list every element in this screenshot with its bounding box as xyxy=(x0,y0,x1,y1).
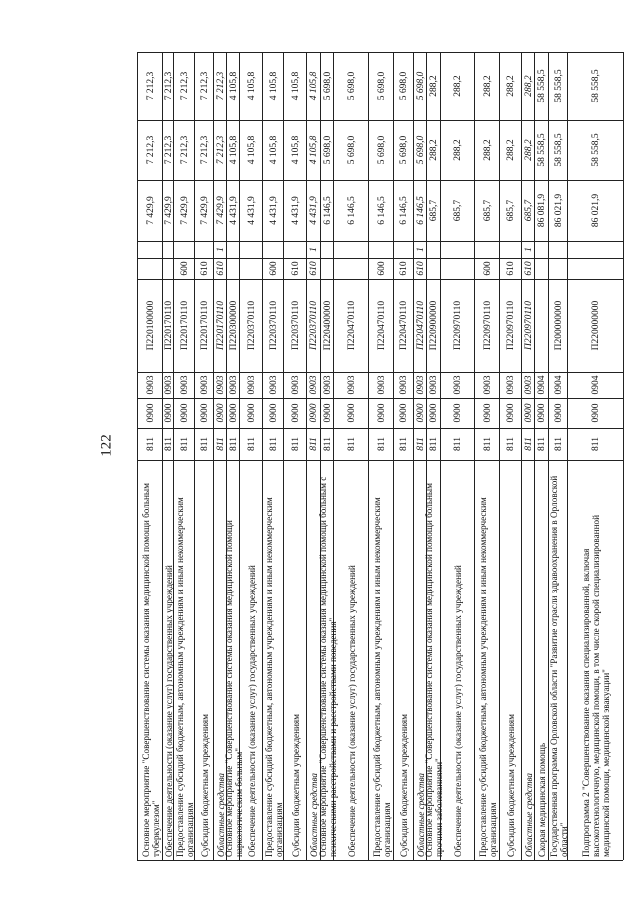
cell-pr: 0903 xyxy=(145,375,156,395)
cell-v1: 7 429,9 xyxy=(199,196,210,225)
cell-pr: 0904 xyxy=(537,375,547,395)
cell-csr xyxy=(536,282,548,369)
cell-pr: 0903 xyxy=(429,375,439,395)
cell-mark xyxy=(442,244,474,255)
cell-mark xyxy=(196,244,213,255)
cell-v2: 288,2 xyxy=(482,139,493,161)
cell-vr xyxy=(569,261,623,276)
cell-grbs: 811 xyxy=(376,437,387,451)
cell-mark: 1 xyxy=(215,247,226,252)
cell-csr: П220970110 xyxy=(506,300,516,351)
cell-v1: 6 146,5 xyxy=(346,196,357,225)
cell-vr: 610 xyxy=(415,261,426,276)
cell-vr xyxy=(536,261,548,276)
cell-csr: П220970110 xyxy=(453,300,463,351)
cell-vr: 610 xyxy=(199,261,210,276)
cell-desc: Субсидии бюджетным учреждениям xyxy=(399,714,409,857)
cell-grbs: 811 xyxy=(145,437,156,451)
column-separator xyxy=(137,258,623,259)
cell-v1: 4 431,9 xyxy=(228,196,239,225)
cell-v1: 6 146,5 xyxy=(415,196,426,225)
cell-rz: 0900 xyxy=(179,403,190,423)
cell-mark xyxy=(285,244,306,255)
cell-desc: Обеспечение деятельности (оказание услуг) государственных учреждений xyxy=(163,565,174,857)
cell-v2: 288,2 xyxy=(429,139,439,161)
cell-pr: 0903 xyxy=(163,375,174,395)
cell-v3: 7 212,3 xyxy=(163,71,174,101)
row-separator xyxy=(213,52,214,860)
cell-grbs: 811 xyxy=(268,437,279,451)
row-separator xyxy=(499,52,500,860)
row-separator xyxy=(534,52,535,860)
cell-v3: 288,2 xyxy=(453,75,463,97)
cell-rz: 0900 xyxy=(506,403,516,423)
cell-grbs: 811 xyxy=(309,437,319,451)
cell-v1: 4 431,9 xyxy=(309,196,319,225)
cell-v3: 4 105,8 xyxy=(290,71,301,101)
cell-grbs: 811 xyxy=(179,437,190,451)
cell-pr: 0903 xyxy=(215,375,226,395)
cell-v1: 4 431,9 xyxy=(290,196,301,225)
cell-csr: П220170110 xyxy=(179,300,190,351)
column-separator xyxy=(137,279,623,280)
cell-mark: 1 xyxy=(415,247,426,252)
cell-rz: 0900 xyxy=(290,403,301,423)
cell-desc: Основное мероприятие "Совершенствование системы оказания медицинской помощи больным с психическими расстройствами и расстройствами поведения" xyxy=(317,476,338,857)
cell-vr: 610 xyxy=(399,261,409,276)
cell-v2: 7 212,3 xyxy=(199,135,210,165)
cell-desc: Государственная программа Орловской области "Развитие отрасли здравоохранения в Орловской области" xyxy=(548,475,569,857)
cell-csr: П220370110 xyxy=(246,300,257,351)
cell-csr: П220370110 xyxy=(268,300,279,351)
cell-vr xyxy=(164,261,173,276)
cell-rz: 0900 xyxy=(246,403,257,423)
cell-csr: П220970110 xyxy=(482,300,493,351)
cell-desc: Основное мероприятие "Совершенствование системы оказания медицинской помощи больным туберкулезом" xyxy=(140,483,161,857)
cell-v3: 5 698,0 xyxy=(399,71,409,101)
cell-v2: 4 105,8 xyxy=(268,135,279,165)
cell-desc: Обеспечение деятельности (оказание услуг) государственных учреждений xyxy=(453,565,463,857)
cell-v3: 4 105,8 xyxy=(228,71,239,101)
cell-mark xyxy=(428,244,440,255)
cell-rz: 0900 xyxy=(145,403,156,423)
cell-mark xyxy=(370,244,393,255)
cell-v3: 7 212,3 xyxy=(179,71,190,101)
cell-v1: 685,7 xyxy=(429,199,439,222)
column-separator xyxy=(137,460,623,461)
cell-mark xyxy=(550,244,567,255)
column-separator xyxy=(137,372,623,373)
cell-rz: 0900 xyxy=(553,403,564,423)
cell-v3: 58 558,5 xyxy=(537,69,547,103)
cell-mark xyxy=(395,244,413,255)
cell-grbs: 811 xyxy=(163,437,174,451)
row-separator xyxy=(306,52,307,860)
cell-desc: Подпрограмма 2 "Совершенствование оказания специализированной, включая высокотехнологичную, медицинской помощи, в том числе скорой специализированной медицинской помощи, медицинской эвакуации" xyxy=(581,514,611,857)
cell-v1: 7 429,9 xyxy=(179,196,190,225)
cell-vr: 600 xyxy=(268,261,279,276)
cell-rz: 0900 xyxy=(215,403,226,423)
cell-vr: 600 xyxy=(482,261,493,276)
cell-pr: 0903 xyxy=(179,375,190,395)
cell-csr: П220470110 xyxy=(415,301,426,350)
cell-csr: П220470110 xyxy=(346,300,357,351)
cell-v3: 5 698,0 xyxy=(415,71,426,101)
cell-grbs: 811 xyxy=(322,437,333,451)
cell-v3: 5 698,0 xyxy=(322,71,333,101)
cell-mark: 1 xyxy=(523,247,534,252)
cell-rz: 0900 xyxy=(228,403,239,423)
cell-rz: 0900 xyxy=(523,403,534,423)
cell-mark xyxy=(228,244,239,255)
cell-rz: 0900 xyxy=(591,403,601,423)
cell-csr: П220100000 xyxy=(145,300,156,351)
cell-csr: П220970110 xyxy=(523,301,534,350)
cell-grbs: 811 xyxy=(228,437,239,451)
cell-v1: 86 021,9 xyxy=(591,193,601,228)
cell-v3: 288,2 xyxy=(429,75,439,97)
cell-rz: 0900 xyxy=(346,403,357,423)
cell-vr: 610 xyxy=(215,261,226,276)
cell-mark: 1 xyxy=(309,247,319,252)
cell-desc: Основное мероприятие "Совершенствование системы оказания медицинской помощи наркологическим больным" xyxy=(223,520,244,857)
cell-v2: 58 558,5 xyxy=(537,133,547,167)
cell-rz: 0900 xyxy=(309,403,319,423)
cell-csr: П220170110 xyxy=(199,300,210,351)
cell-vr xyxy=(322,261,333,276)
cell-v3: 5 698,0 xyxy=(376,71,387,101)
cell-v2: 5 698,0 xyxy=(346,135,357,165)
column-separator xyxy=(137,428,623,429)
row-separator xyxy=(521,52,522,860)
cell-csr: П200000000 xyxy=(553,300,564,351)
column-separator xyxy=(137,52,623,53)
cell-v2: 7 212,3 xyxy=(163,135,174,165)
cell-v1: 7 429,9 xyxy=(145,196,156,225)
cell-rz: 0900 xyxy=(376,403,387,423)
cell-v1: 7 429,9 xyxy=(163,196,174,225)
row-separator xyxy=(137,52,138,860)
cell-vr xyxy=(139,261,162,276)
cell-csr: П220000000 xyxy=(591,300,601,351)
cell-desc: Субсидии бюджетным учреждениям xyxy=(199,714,210,857)
cell-pr: 0903 xyxy=(482,375,493,395)
cell-pr: 0903 xyxy=(399,375,409,395)
cell-mark xyxy=(501,244,521,255)
cell-v1: 86 021,9 xyxy=(553,193,564,228)
cell-v3: 288,2 xyxy=(482,75,493,97)
cell-v2: 7 212,3 xyxy=(215,135,226,165)
cell-rz: 0900 xyxy=(322,403,333,423)
cell-pr: 0903 xyxy=(290,375,301,395)
cell-csr: П220170110 xyxy=(215,301,226,350)
cell-grbs: 811 xyxy=(591,437,601,451)
cell-desc: Предоставление субсидий бюджетным, автономным учреждениям и иным некоммерческим организациям xyxy=(174,497,195,857)
cell-desc: Основное мероприятие "Совершенствование системы оказания медицинской помощи больным прочими заболеваниями" xyxy=(424,483,444,857)
cell-rz: 0900 xyxy=(482,403,493,423)
cell-v2: 5 698,0 xyxy=(399,135,409,165)
cell-v1: 7 429,9 xyxy=(215,196,226,225)
cell-v2: 5 698,0 xyxy=(415,135,426,165)
cell-vr: 610 xyxy=(523,261,534,276)
cell-v1: 4 431,9 xyxy=(246,196,257,225)
column-separator xyxy=(137,120,623,121)
row-separator xyxy=(623,52,624,860)
cell-vr xyxy=(442,261,474,276)
cell-pr: 0903 xyxy=(246,375,257,395)
cell-desc: Областные средства xyxy=(215,772,226,857)
cell-mark xyxy=(335,244,368,255)
cell-v2: 5 698,0 xyxy=(322,135,333,165)
cell-csr: П220170110 xyxy=(163,300,174,351)
cell-v1: 6 146,5 xyxy=(399,196,409,225)
cell-desc: Обеспечение деятельности (оказание услуг) государственных учреждений xyxy=(246,565,257,857)
column-separator xyxy=(137,180,623,181)
cell-pr: 0903 xyxy=(309,375,319,395)
cell-mark xyxy=(241,244,262,255)
cell-v2: 4 105,8 xyxy=(309,135,319,165)
cell-desc: Субсидии бюджетным учреждениям xyxy=(506,714,516,857)
cell-grbs: 811 xyxy=(246,437,257,451)
cell-grbs: 811 xyxy=(415,437,426,451)
cell-mark xyxy=(264,244,283,255)
cell-v2: 4 105,8 xyxy=(228,135,239,165)
cell-desc: Субсидии бюджетным учреждениям xyxy=(290,714,301,857)
cell-mark xyxy=(569,244,623,255)
cell-pr: 0903 xyxy=(376,375,387,395)
cell-v2: 4 105,8 xyxy=(290,135,301,165)
cell-vr: 610 xyxy=(290,261,301,276)
cell-csr: П220470110 xyxy=(399,300,409,351)
cell-grbs: 811 xyxy=(523,437,534,451)
cell-pr: 0903 xyxy=(523,375,534,395)
cell-vr xyxy=(241,261,262,276)
cell-mark xyxy=(164,244,173,255)
cell-v1: 685,7 xyxy=(482,199,493,222)
cell-grbs: 811 xyxy=(453,437,463,451)
cell-v3: 58 558,5 xyxy=(591,69,601,103)
cell-rz: 0900 xyxy=(199,403,210,423)
cell-pr: 0903 xyxy=(228,375,239,395)
cell-rz: 0900 xyxy=(415,403,426,423)
cell-vr xyxy=(428,261,440,276)
cell-pr: 0903 xyxy=(268,375,279,395)
cell-desc: Скорая медицинская помощь xyxy=(537,742,547,857)
cell-csr: П220370110 xyxy=(309,301,319,350)
cell-pr: 0903 xyxy=(453,375,463,395)
cell-desc: Предоставление субсидий бюджетным, автономным учреждениям и иным некоммерческим организациям xyxy=(263,497,284,857)
row-separator xyxy=(474,52,475,860)
cell-vr: 610 xyxy=(506,261,516,276)
cell-grbs: 811 xyxy=(553,437,564,451)
cell-grbs: 811 xyxy=(482,437,493,451)
cell-desc: Областные средства xyxy=(415,772,426,857)
cell-v1: 6 146,5 xyxy=(322,196,333,225)
cell-v2: 288,2 xyxy=(523,139,534,161)
column-separator xyxy=(137,241,623,242)
cell-v3: 4 105,8 xyxy=(309,71,319,101)
row-separator xyxy=(393,52,394,860)
cell-grbs: 811 xyxy=(346,437,357,451)
cell-desc: Областные средства xyxy=(523,772,534,857)
cell-v3: 58 558,5 xyxy=(553,69,564,103)
cell-v1: 6 146,5 xyxy=(376,196,387,225)
cell-mark xyxy=(476,244,499,255)
cell-v2: 288,2 xyxy=(506,139,516,161)
cell-v2: 7 212,3 xyxy=(145,135,156,165)
cell-grbs: 811 xyxy=(429,437,439,451)
cell-pr: 0903 xyxy=(346,375,357,395)
cell-v2: 58 558,5 xyxy=(553,133,564,167)
cell-rz: 0900 xyxy=(453,403,463,423)
cell-v3: 288,2 xyxy=(523,75,534,97)
cell-pr: 0903 xyxy=(415,375,426,395)
cell-pr: 0904 xyxy=(591,375,601,395)
cell-grbs: 811 xyxy=(215,437,226,451)
cell-v1: 685,7 xyxy=(453,199,463,222)
cell-rz: 0900 xyxy=(163,403,174,423)
cell-v3: 7 212,3 xyxy=(199,71,210,101)
cell-v2: 5 698,0 xyxy=(376,135,387,165)
cell-v3: 5 698,0 xyxy=(346,71,357,101)
column-separator xyxy=(137,398,623,399)
row-separator xyxy=(413,52,414,860)
cell-grbs: 811 xyxy=(537,437,547,451)
cell-vr xyxy=(550,261,567,276)
cell-desc: Предоставление субсидий бюджетным, автономным учреждениям и иным некоммерческим организациям xyxy=(477,497,498,857)
cell-grbs: 811 xyxy=(199,437,210,451)
cell-v2: 4 105,8 xyxy=(246,135,257,165)
cell-vr: 610 xyxy=(309,261,319,276)
cell-vr xyxy=(335,261,368,276)
cell-mark xyxy=(322,244,333,255)
column-separator xyxy=(137,860,623,861)
cell-v3: 7 212,3 xyxy=(215,71,226,101)
cell-rz: 0900 xyxy=(268,403,279,423)
cell-desc: Областные средства xyxy=(309,772,319,857)
cell-mark xyxy=(139,244,162,255)
cell-pr: 0903 xyxy=(322,375,333,395)
cell-rz: 0900 xyxy=(399,403,409,423)
cell-vr: 600 xyxy=(179,261,190,276)
cell-desc: Обеспечение деятельности (оказание услуг) государственных учреждений xyxy=(346,565,357,857)
cell-csr: П220370110 xyxy=(290,300,301,351)
cell-grbs: 811 xyxy=(290,437,301,451)
cell-pr: 0904 xyxy=(553,375,564,395)
cell-v2: 288,2 xyxy=(453,139,463,161)
cell-v2: 58 558,5 xyxy=(591,133,601,167)
cell-v2: 7 212,3 xyxy=(179,135,190,165)
cell-grbs: 811 xyxy=(506,437,516,451)
cell-mark xyxy=(536,244,548,255)
cell-rz: 0900 xyxy=(429,403,439,423)
cell-v1: 685,7 xyxy=(506,199,516,222)
cell-v3: 7 212,3 xyxy=(145,71,156,101)
cell-mark xyxy=(175,244,194,255)
cell-pr: 0903 xyxy=(199,375,210,395)
cell-v3: 288,2 xyxy=(506,75,516,97)
cell-v3: 4 105,8 xyxy=(246,71,257,101)
cell-csr: П220470110 xyxy=(376,300,387,351)
cell-v1: 86 081,9 xyxy=(537,193,547,228)
row-separator xyxy=(368,52,369,860)
cell-desc: Предоставление субсидий бюджетным, автономным учреждениям и иным некоммерческим организациям xyxy=(371,497,392,857)
cell-vr: 600 xyxy=(376,261,387,276)
cell-v1: 4 431,9 xyxy=(268,196,279,225)
cell-v1: 685,7 xyxy=(523,199,534,222)
cell-csr: П220300000 xyxy=(228,300,239,351)
cell-rz: 0900 xyxy=(537,403,547,423)
cell-csr: П220900000 xyxy=(429,300,439,351)
cell-grbs: 811 xyxy=(399,437,409,451)
cell-pr: 0903 xyxy=(506,375,516,395)
cell-csr: П220400000 xyxy=(322,300,333,351)
page-number: 122 xyxy=(98,434,115,457)
cell-v3: 4 105,8 xyxy=(268,71,279,101)
cell-vr xyxy=(228,261,239,276)
